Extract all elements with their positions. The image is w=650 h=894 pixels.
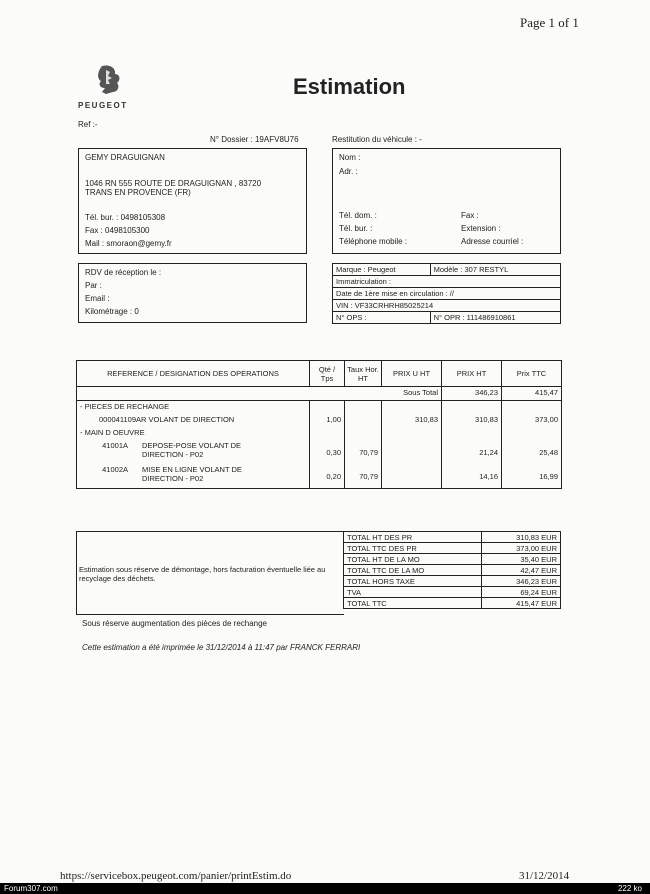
totals-value: 346,23 EUR <box>482 576 561 587</box>
client-fax-label: Fax : <box>461 211 479 220</box>
reception-email-label: Email : <box>85 294 110 303</box>
totals-label: TOTAL TTC DE LA MO <box>344 565 482 576</box>
totals-row <box>344 554 561 565</box>
dossier-number: N° Dossier : 19AFV8U76 <box>210 135 299 144</box>
totals-label: TOTAL HT DES PR <box>344 532 482 543</box>
table-row <box>77 440 562 464</box>
column-header-unit-price: PRIX U HT <box>382 361 442 387</box>
totals-value: 310,83 EUR <box>482 532 561 543</box>
labour-price-ht: 14,16 <box>442 464 502 488</box>
client-box <box>332 148 561 254</box>
dealer-box <box>78 148 307 254</box>
totals-value: 415,47 EUR <box>482 598 561 609</box>
column-header-price-ht: PRIX HT <box>442 361 502 387</box>
labour-designation <box>77 440 310 464</box>
totals-value: 42,47 EUR <box>482 565 561 576</box>
column-header-designation: REFERENCE / DESIGNATION DES OPERATIONS <box>77 361 310 387</box>
subtotal-label: Sous Total <box>77 387 442 401</box>
dealer-address-line2: TRANS EN PROVENCE (FR) <box>85 188 191 197</box>
labour-quantity: 0,20 <box>310 464 345 488</box>
section-row-labour <box>77 427 562 440</box>
labour-unit-price <box>382 464 442 488</box>
part-designation <box>77 414 310 427</box>
part-description: VOLANT DE DIRECTION <box>148 415 235 425</box>
column-header-price-ttc: Prix TTC <box>502 361 562 387</box>
client-home-phone-label: Tél. dom. : <box>339 211 377 220</box>
vehicle-ops-number: N° OPS : <box>333 312 431 324</box>
totals-row <box>344 543 561 554</box>
totals-value: 69,24 EUR <box>482 587 561 598</box>
vehicle-registration: Immatriculation : <box>333 276 561 288</box>
totals-row <box>344 587 561 598</box>
file-size: 222 ko <box>617 884 642 893</box>
client-name-label: Nom : <box>339 153 361 162</box>
totals-label: TOTAL HORS TAXE <box>344 576 482 587</box>
dealer-phone: Tél. bur. : 0498105308 <box>85 213 166 222</box>
labour-reference: 41001A <box>102 441 128 451</box>
client-extension-label: Extension : <box>461 224 501 233</box>
mileage: Kilométrage : 0 <box>85 307 139 316</box>
reception-date-label: RDV de réception le : <box>85 268 162 277</box>
part-quantity: 1,00 <box>310 414 345 427</box>
document-title: Estimation <box>293 74 406 99</box>
client-email-label: Adresse courriel : <box>461 237 524 246</box>
column-header-hourly-rate: Taux Hor. HT <box>345 361 382 387</box>
dealer-name: GEMY DRAGUIGNAN <box>85 153 165 162</box>
dealer-fax: Fax : 0498105300 <box>85 226 150 235</box>
subtotal-ht: 346,23 <box>442 387 502 401</box>
labour-price-ht: 21,24 <box>442 440 502 464</box>
labour-price-ttc: 25,48 <box>502 440 562 464</box>
client-address-label: Adr. : <box>339 167 358 176</box>
watermark-text: Forum307.com <box>4 884 58 893</box>
totals-label: TOTAL TTC DES PR <box>344 543 482 554</box>
labour-description-line1: MISE EN LIGNE VOLANT DE <box>142 465 242 475</box>
section-label-labour: - MAIN D OEUVRE <box>77 427 310 440</box>
labour-quantity: 0,30 <box>310 440 345 464</box>
labour-price-ttc: 16,99 <box>502 464 562 488</box>
vehicle-opr-number: N° OPR : 111486910861 <box>430 312 560 324</box>
part-price-ht: 310,83 <box>442 414 502 427</box>
page-number: Page 1 of 1 <box>520 15 579 30</box>
appointment-box <box>78 263 307 323</box>
operations-table <box>76 360 562 489</box>
estimation-note: Estimation sous réserve de démontage, hors facturation éventuelle liée au recyclage des déchets. <box>79 565 326 583</box>
totals-row <box>344 565 561 576</box>
client-mobile-label: Téléphone mobile : <box>339 237 408 246</box>
vehicle-make: Marque : Peugeot <box>333 264 431 276</box>
totals-table <box>343 531 561 609</box>
labour-designation <box>77 464 310 488</box>
totals-value: 35,40 EUR <box>482 554 561 565</box>
vehicle-vin: VIN : VF33CRHRH85025214 <box>333 300 561 312</box>
client-office-phone-label: Tél. bur. : <box>339 224 373 233</box>
dealer-address-line1: 1046 RN 555 ROUTE DE DRAGUIGNAN , 83720 <box>85 179 262 188</box>
print-date: 31/12/2014 <box>519 870 570 882</box>
labour-unit-price <box>382 440 442 464</box>
ref-label: Ref :- <box>78 120 98 129</box>
page-url[interactable]: https://servicebox.peugeot.com/panier/printEstim.do <box>60 870 292 882</box>
totals-row <box>344 576 561 587</box>
section-row-parts <box>77 401 562 415</box>
totals-label: TVA <box>344 587 482 598</box>
totals-value: 373,00 EUR <box>482 543 561 554</box>
labour-reference: 41002A <box>102 465 128 475</box>
restitution-label: Restitution du véhicule : - <box>332 135 422 144</box>
image-footer-bar <box>0 883 650 894</box>
totals-row <box>344 532 561 543</box>
dealer-email: Mail : smoraon@gemy.fr <box>85 239 172 248</box>
subtotal-row <box>77 387 562 401</box>
totals-row <box>344 598 561 609</box>
estimation-note-box <box>76 531 344 615</box>
table-row <box>77 464 562 488</box>
vehicle-info-table <box>332 263 561 324</box>
peugeot-wordmark: PEUGEOT <box>78 101 128 110</box>
part-unit-price: 310,83 <box>382 414 442 427</box>
part-price-ttc: 373,00 <box>502 414 562 427</box>
labour-description-line2: DIRECTION - P02 <box>142 474 204 484</box>
parts-price-note: Sous réserve augmentation des pièces de rechange <box>82 619 268 628</box>
totals-label: TOTAL HT DE LA MO <box>344 554 482 565</box>
labour-hourly-rate: 70,79 <box>345 464 382 488</box>
part-reference: 000041109AR <box>99 415 147 425</box>
vehicle-model: Modèle : 307 RESTYL <box>430 264 560 276</box>
section-label-parts: - PIECES DE RECHANGE <box>77 401 310 415</box>
print-info: Cette estimation a été imprimée le 31/12/2014 à 11:47 par FRANCK FERRARI <box>82 643 361 652</box>
vehicle-first-registration-date: Date de 1ère mise en circulation : // <box>333 288 561 300</box>
part-hourly-rate <box>345 414 382 427</box>
labour-description-line2: DIRECTION - P02 <box>142 450 204 460</box>
labour-description-line1: DEPOSE-POSE VOLANT DE <box>142 441 242 451</box>
totals-label: TOTAL TTC <box>344 598 482 609</box>
subtotal-ttc: 415,47 <box>502 387 562 401</box>
table-row <box>77 414 562 427</box>
reception-by-label: Par : <box>85 281 102 290</box>
column-header-quantity: Qté / Tps <box>310 361 345 387</box>
labour-hourly-rate: 70,79 <box>345 440 382 464</box>
